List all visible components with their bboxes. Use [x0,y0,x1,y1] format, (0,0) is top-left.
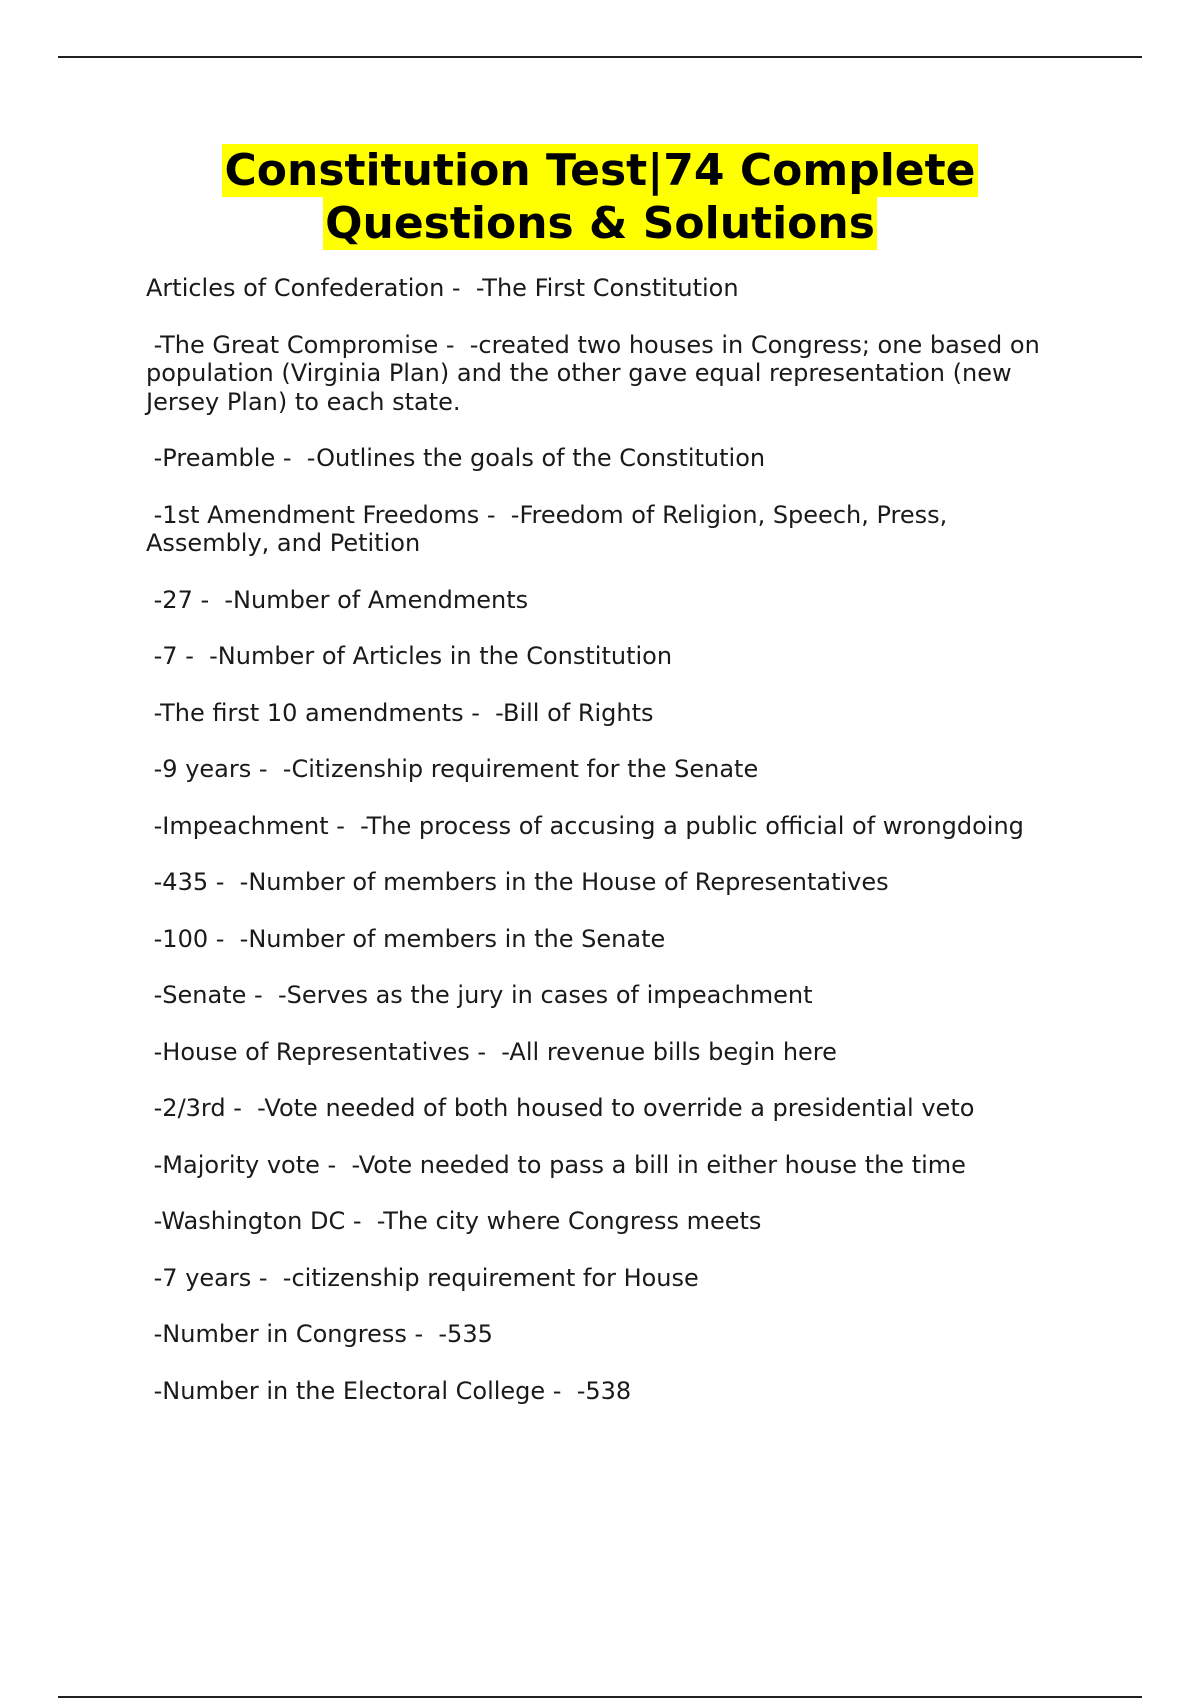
qa-entry: -The first 10 amendments - -Bill of Rights [146,698,654,727]
qa-entry: -The Great Compromise - -created two houses in Congress; one based on population (Virginia Plan) and the other gave equal representation (new Jersey Plan) to each state. [146,330,1048,416]
qa-entry: -Washington DC - -The city where Congress meets [146,1207,762,1235]
qa-entry: -Impeachment - -The process of accusing a public official of wrongdoing [146,811,1024,840]
title-line-2: Questions & Solutions [325,198,875,249]
qa-entry: -Senate - -Serves as the jury in cases of impeachment [146,981,813,1009]
qa-entry: -House of Representatives - -All revenue bills begin here [146,1037,837,1066]
qa-entry: -2/3rd - -Vote needed of both housed to override a presidential veto [146,1094,975,1122]
bottom-rule [58,1696,1142,1698]
title-line-1: Constitution Test|74 Complete [224,145,976,196]
qa-entry: -7 - -Number of Articles in the Constitution [146,642,673,670]
qa-entry: -27 - -Number of Amendments [146,585,529,614]
qa-entry: -9 years - -Citizenship requirement for the Senate [146,755,759,783]
qa-entry: -Number in Congress - -535 [146,1320,493,1348]
top-rule [58,56,1142,58]
qa-entry: -Preamble - -Outlines the goals of the Constitution [146,444,766,472]
qa-entry: -Number in the Electoral College - -538 [146,1376,632,1405]
qa-entry: -1st Amendment Freedoms - -Freedom of Religion, Speech, Press, Assembly, and Petition [146,500,955,557]
qa-entry: -100 - -Number of members in the Senate [146,924,666,953]
qa-entry: -7 years - -citizenship requirement for House [146,1263,699,1292]
qa-list [146,274,1066,1433]
qa-entry: Articles of Confederation - -The First Constitution [146,274,739,302]
qa-entry: -Majority vote - -Vote needed to pass a bill in either house the time [146,1150,966,1179]
page-title [0,144,1200,250]
qa-entry: -435 - -Number of members in the House of Representatives [146,868,889,896]
